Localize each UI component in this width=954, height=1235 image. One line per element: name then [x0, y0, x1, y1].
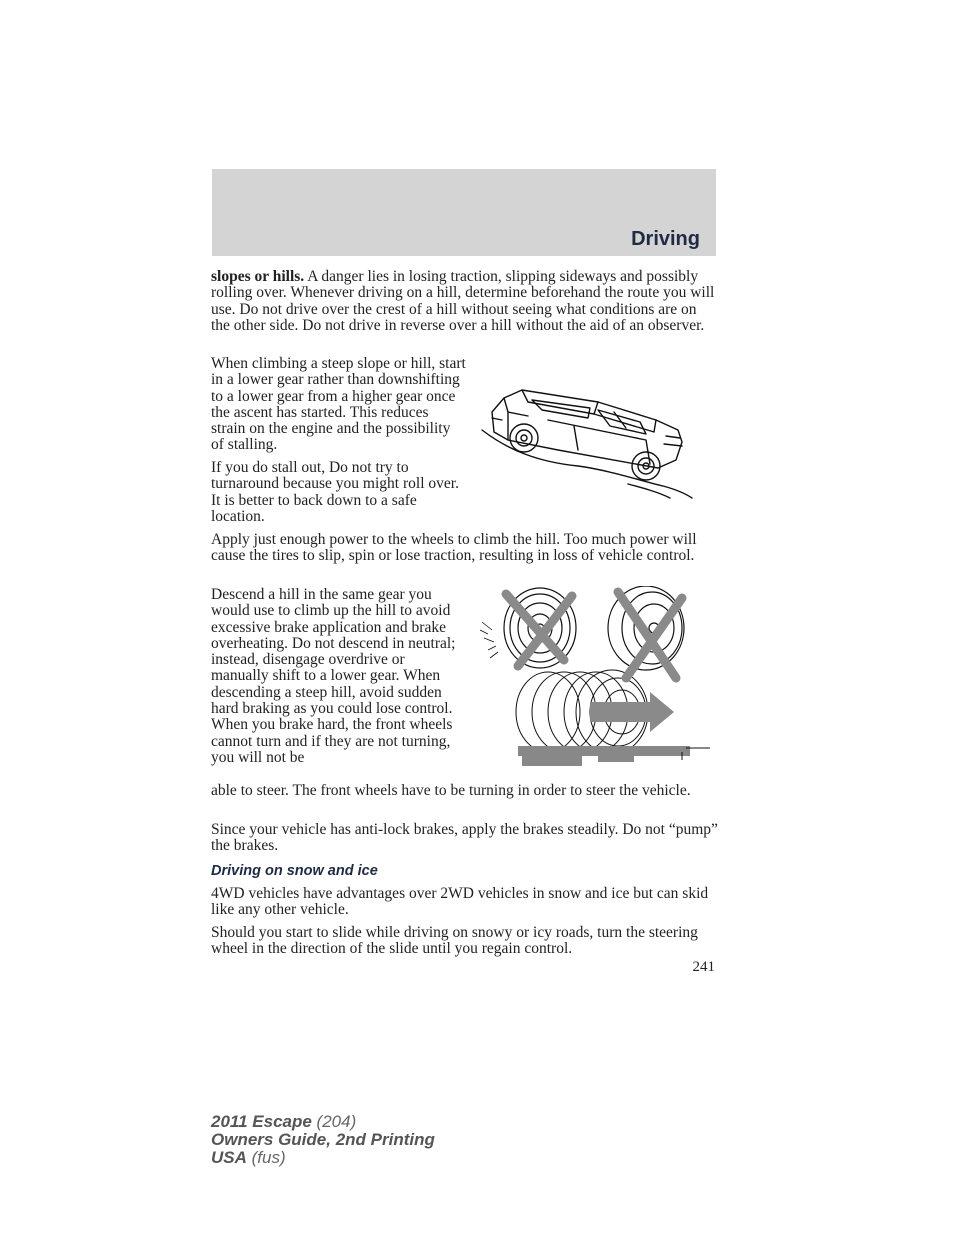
footer-line-2: [211, 1131, 435, 1149]
footer-line-3: [211, 1149, 435, 1167]
paragraph-slopes-text: A danger lies in losing traction, slipping sideways and possibly rolling over. Whenever driving on a hill, determine beforehand the route you will use. Do not drive over the crest of a hill without seeing what conditions are on the other side. Do not drive in reverse over a hill without the aid of an observer.: [211, 268, 715, 334]
suv-on-slope-illustration: [478, 380, 698, 506]
page-number: 241: [692, 959, 715, 975]
section-title: Driving: [631, 228, 700, 250]
document-footer: [211, 1113, 435, 1167]
paragraph-climbing: When climbing a steep slope or hill, start in a lower gear rather than downshifting to a lower gear from a higher gear once the ascent has started. This reduces strain on the engine and the possibility of stalling.: [211, 355, 466, 454]
footer-model: 2011 Escape: [211, 1112, 312, 1131]
paragraph-abs: Since your vehicle has anti-lock brakes, apply the brakes steadily. Do not “pump” the brakes.: [211, 821, 718, 855]
paragraph-4wd: 4WD vehicles have advantages over 2WD vehicles in snow and ice but can skid like any other vehicle.: [211, 885, 709, 919]
footer-line-1: [211, 1113, 435, 1131]
section-header-band: [212, 169, 716, 256]
paragraph-steer: able to steer. The front wheels have to be turning in order to steer the vehicle.: [211, 782, 691, 799]
wheel-lockup-illustration: [478, 586, 716, 772]
footer-model-code: (204): [311, 1112, 357, 1131]
paragraph-slide: Should you start to slide while driving on snowy or icy roads, turn the steering wheel in the direction of the slide until you regain control.: [211, 924, 698, 958]
footer-market-code: (fus): [246, 1148, 286, 1167]
subheading-snow-ice: Driving on snow and ice: [211, 863, 378, 879]
footer-market: USA: [211, 1148, 247, 1167]
paragraph-slopes: [211, 269, 719, 334]
paragraph-power: Apply just enough power to the wheels to climb the hill. Too much power will cause the tires to slip, spin or lose traction, resulting in loss of vehicle control.: [211, 531, 697, 565]
footer-printing: Owners Guide, 2nd Printing: [211, 1130, 435, 1149]
paragraph-lead-bold: slopes or hills.: [211, 268, 305, 285]
paragraph-stall: If you do stall out, Do not try to turnaround because you might roll over. It is better to back down to a safe location.: [211, 459, 459, 525]
paragraph-descend: Descend a hill in the same gear you would use to climb up the hill to avoid excessive brake application and brake overheating. Do not descend in neutral; instead, disengage overdrive or manually shift to a lower gear. When descending a steep hill, avoid sudden hard braking as you could lose control. When you brake hard, the front wheels cannot turn and if they are not turning, you will not be: [211, 586, 456, 766]
